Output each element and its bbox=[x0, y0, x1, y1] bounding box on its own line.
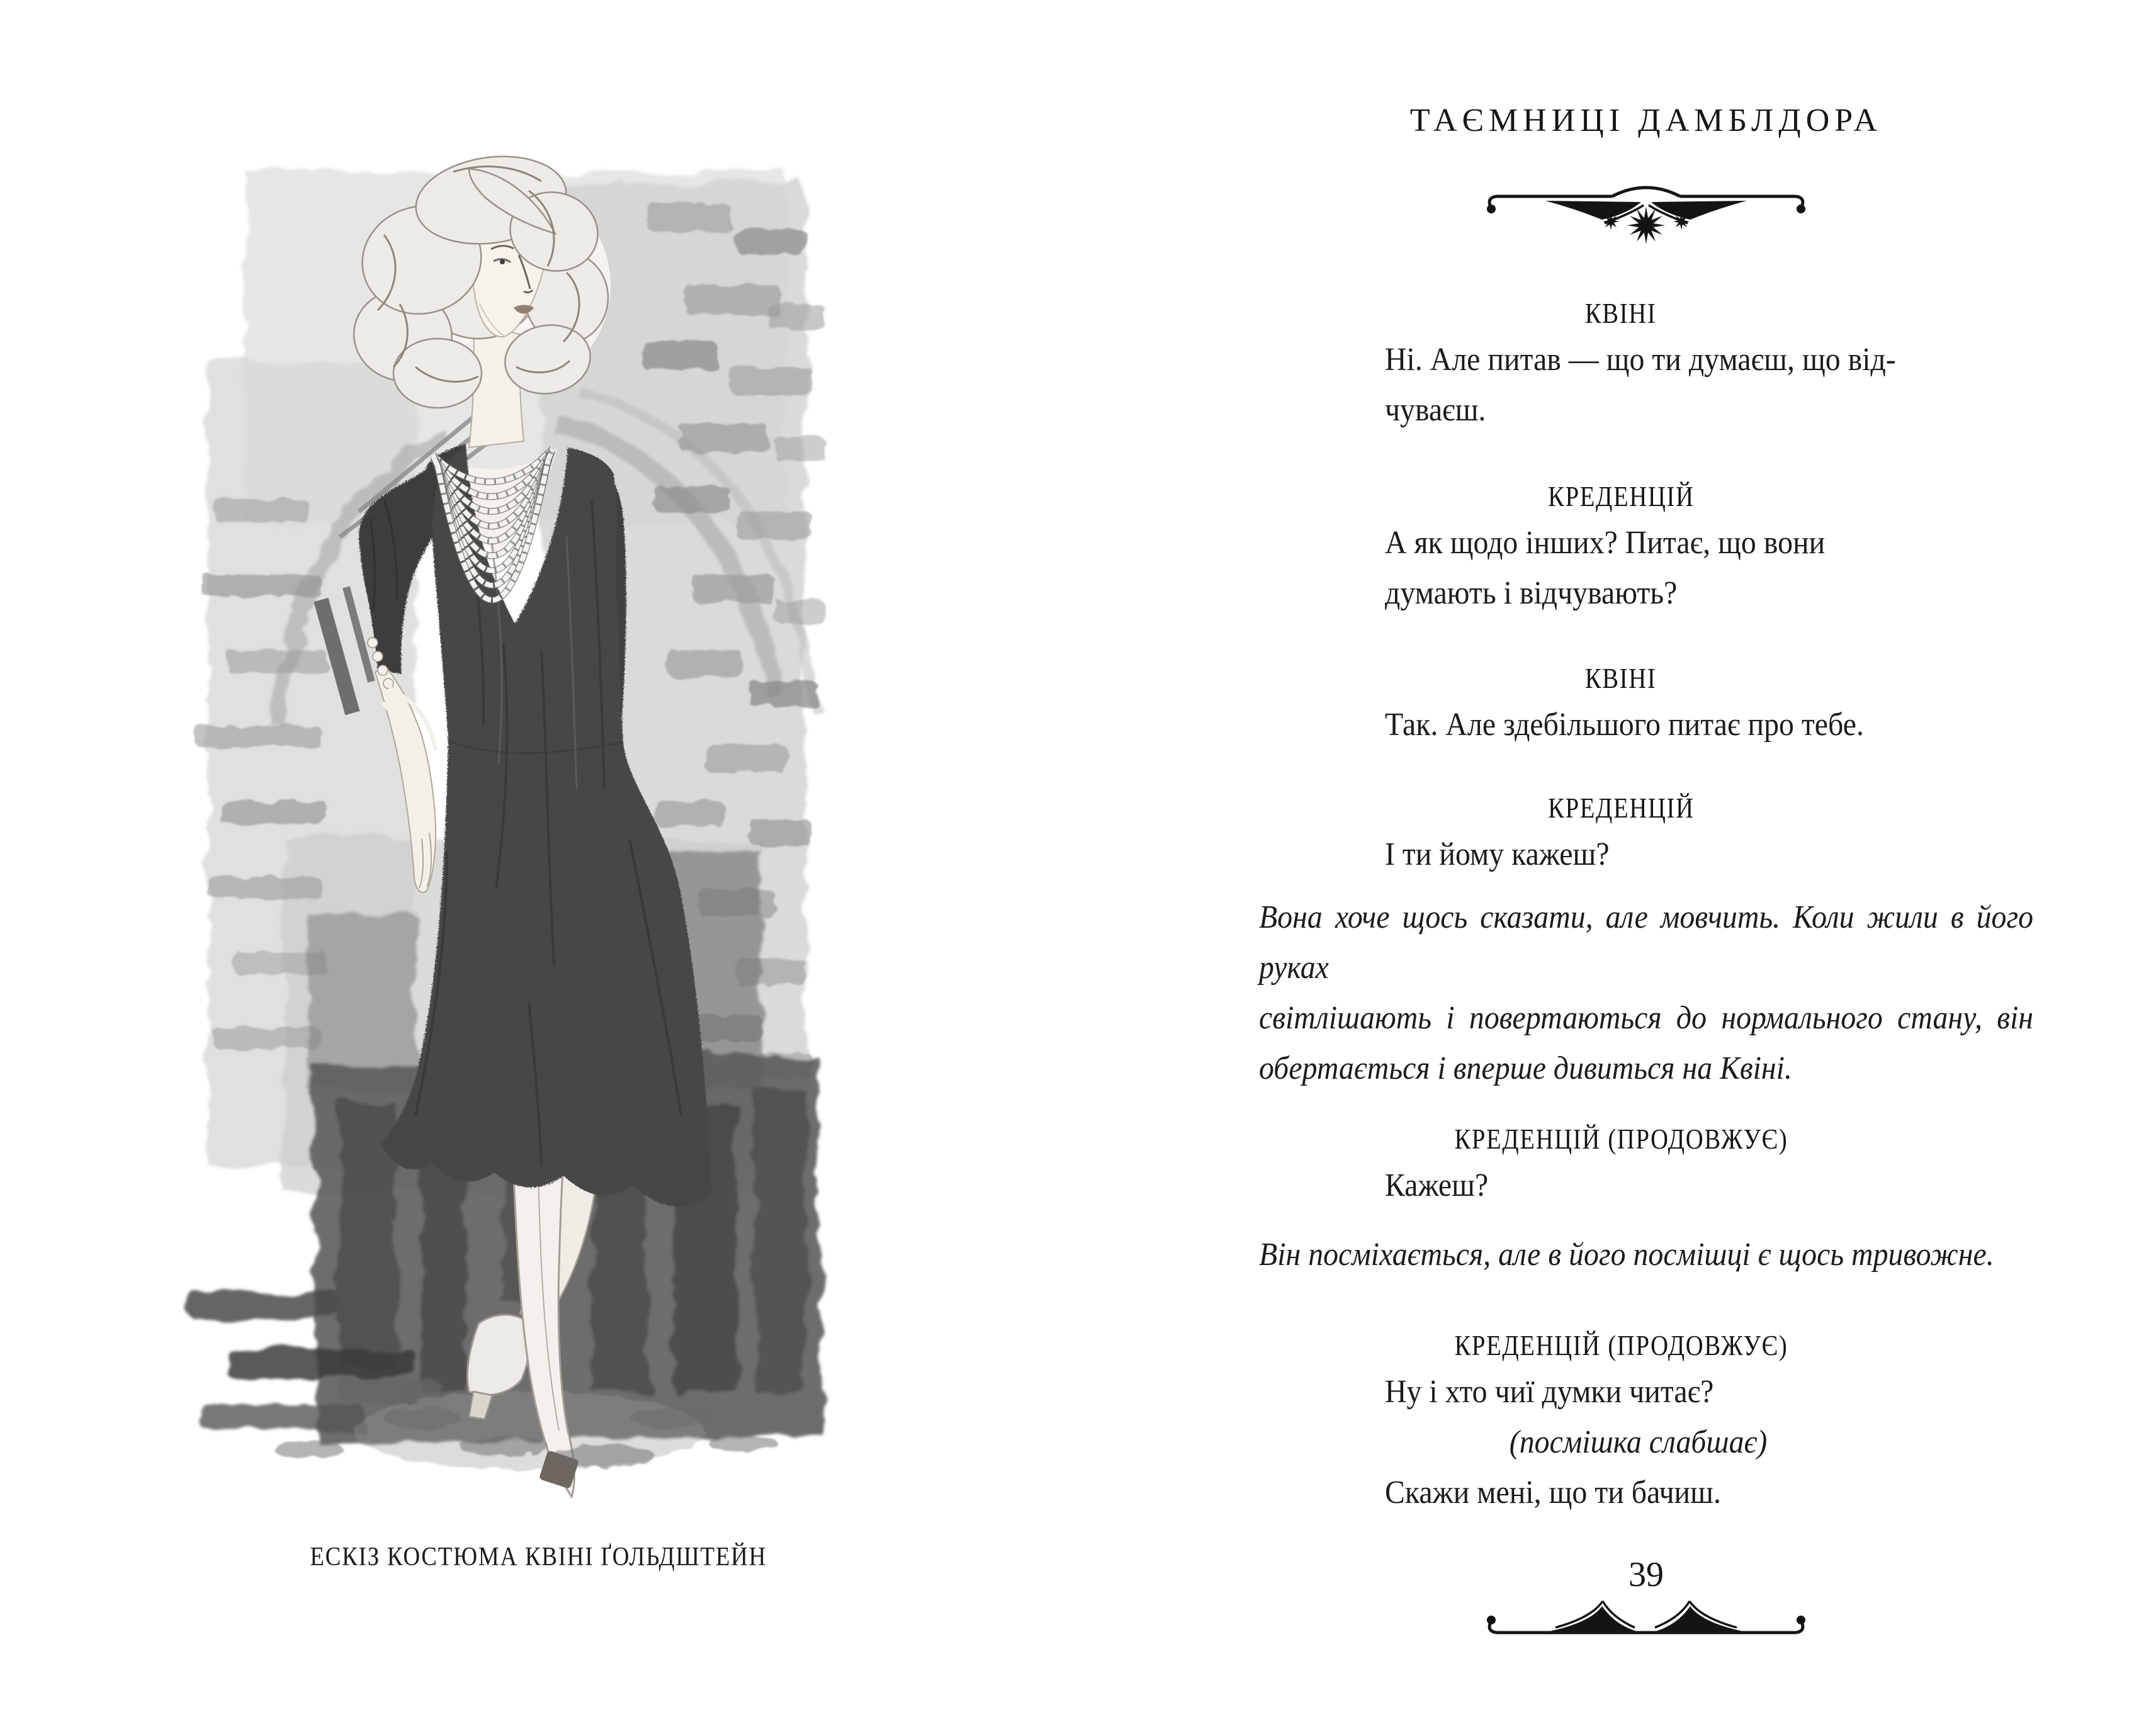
character-name: КРЕДЕНЦІЙ (ПРОДОВЖУЄ) bbox=[1454, 1123, 1788, 1155]
costume-sketch-svg bbox=[151, 93, 844, 1516]
dialogue-line: Ні. Але питав — що ти думаєш, що від- bbox=[1385, 342, 1896, 378]
header-flourish-ornament-icon bbox=[1482, 184, 1810, 247]
stage-direction-line: світлішають і повертаються до нормального стану, він bbox=[1259, 1000, 2034, 1036]
footer-flourish-ornament-icon bbox=[1482, 1600, 1810, 1640]
stage-direction-line: обертається і вперше дивиться на Квіні. bbox=[1259, 1050, 1792, 1086]
running-head: ТАЄМНИЦІ ДАМБЛДОРА bbox=[1409, 103, 1883, 138]
dialogue-line: чуваєш. bbox=[1385, 392, 1486, 428]
dialogue-line: думають і відчувають? bbox=[1385, 575, 1678, 611]
dialogue-block bbox=[1259, 479, 2033, 619]
parenthetical-line: (посмішка слабшає) bbox=[1509, 1424, 1768, 1460]
dialogue-line: Ну і хто чиї думки читає? bbox=[1385, 1374, 1714, 1410]
dialogue-block bbox=[1259, 661, 2033, 750]
dialogue-block bbox=[1259, 1122, 2033, 1211]
dialogue-line: Так. Але здебільшого питає про тебе. bbox=[1385, 707, 1864, 743]
stage-direction-line: Він посміхається, але в його посмішці є щось тривожне. bbox=[1259, 1237, 1994, 1273]
stage-direction bbox=[1259, 892, 2033, 1094]
dialogue-line: Скажи мені, що ти бачиш. bbox=[1385, 1475, 1721, 1510]
dialogue-line: І ти йому кажеш? bbox=[1385, 836, 1610, 872]
dialogue-block bbox=[1259, 1328, 2033, 1518]
character-name: КВІНІ bbox=[1585, 297, 1657, 329]
character-name: КРЕДЕНЦІЙ bbox=[1547, 792, 1695, 824]
illustration-caption bbox=[176, 1541, 900, 1573]
page-right bbox=[1078, 0, 2156, 1710]
page-number: 39 bbox=[1628, 1555, 1664, 1594]
dialogue-line: Кажеш? bbox=[1385, 1167, 1489, 1203]
character-name: КВІНІ bbox=[1585, 662, 1657, 694]
dialogue-block bbox=[1259, 296, 2033, 436]
costume-sketch-illustration bbox=[151, 93, 844, 1516]
stage-direction bbox=[1259, 1230, 2033, 1280]
stage-direction-line: Вона хоче щось сказати, але мовчить. Коли жили в його руках bbox=[1259, 899, 2034, 986]
dialogue-line: А як щодо інших? Питає, що вони bbox=[1385, 525, 1826, 561]
dialogue-block bbox=[1259, 790, 2033, 880]
character-name: КРЕДЕНЦІЙ (ПРОДОВЖУЄ) bbox=[1454, 1329, 1788, 1361]
character-name: КРЕДЕНЦІЙ bbox=[1547, 480, 1695, 512]
screenplay-text bbox=[1259, 296, 2033, 1518]
illustration-caption-text: ЕСКІЗ КОСТЮМА КВІНІ ҐОЛЬДШТЕЙН bbox=[310, 1543, 767, 1572]
